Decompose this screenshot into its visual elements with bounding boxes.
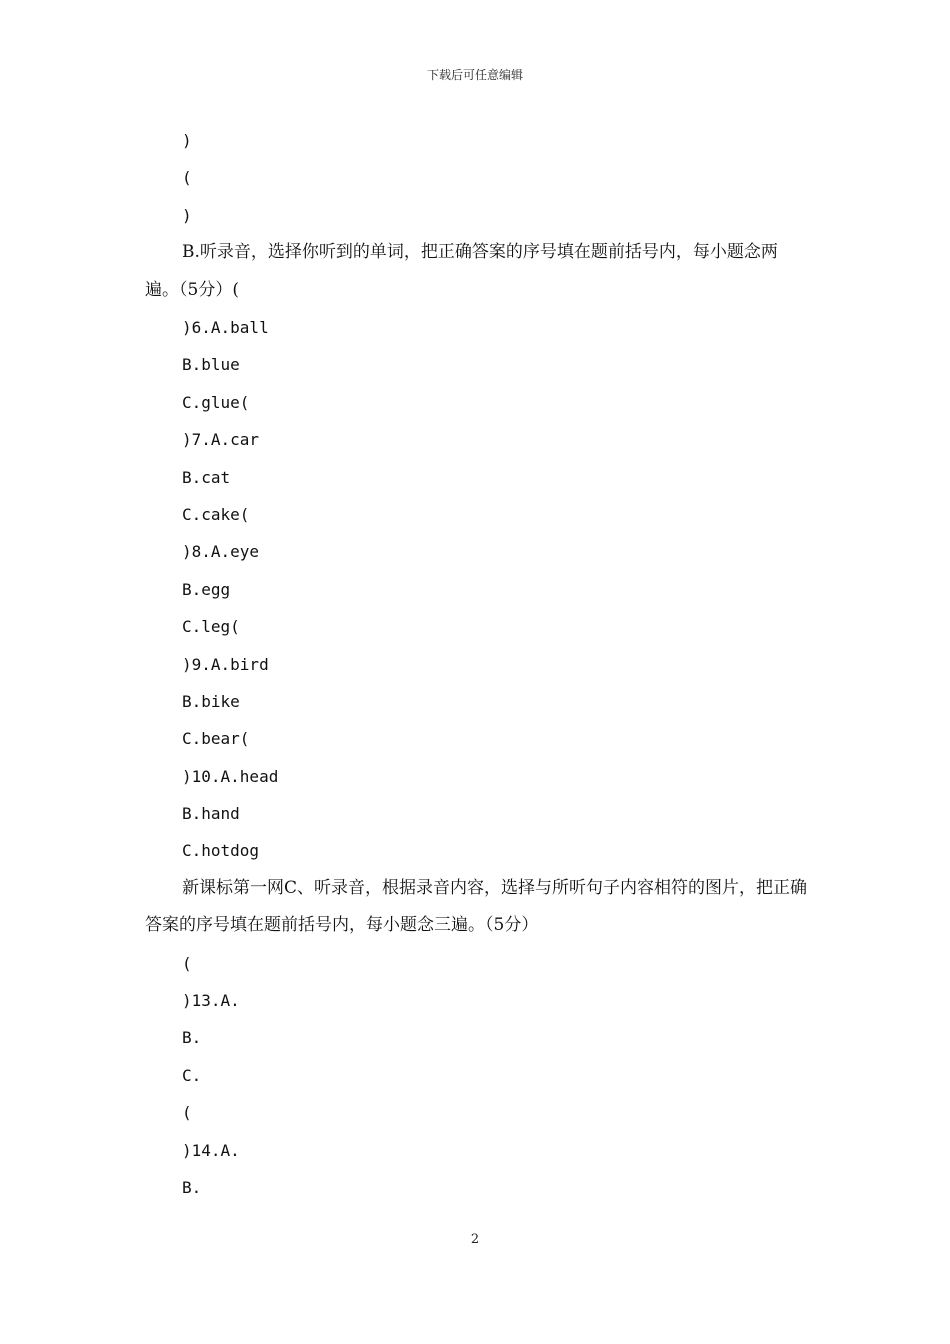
answer-item: C. <box>182 1065 202 1085</box>
answer-item: ( <box>182 953 192 973</box>
section-c-instruction: 新课标第一网C、听录音，根据录音内容，选择与所听句子内容相符的图片，把正确答案的序号填在题前括号内，每小题念三遍。（5分） <box>145 877 808 936</box>
answer-item: )7.A.car <box>182 430 260 450</box>
answer-item: B. <box>182 1178 202 1197</box>
answer-item: B.blue <box>182 355 240 375</box>
section-b-instruction: B.听录音，选择你听到的单词，把正确答案的序号填在题前括号内，每小题念两遍。（5分）( <box>145 242 778 300</box>
answer-item: C.bear( <box>182 729 250 749</box>
answer-item: )10.A.head <box>182 766 279 786</box>
answer-item: C.cake( <box>182 504 250 524</box>
text-line: ) <box>182 131 192 150</box>
answer-item: )9.A.bird <box>182 654 269 674</box>
text-line: ) <box>182 205 192 225</box>
answer-item: )8.A.eye <box>182 542 260 562</box>
answer-item: B.egg <box>182 579 231 599</box>
page-header: 下载后可任意编辑 <box>426 68 523 82</box>
answer-item: B.bike <box>182 691 240 711</box>
answer-item: ( <box>182 1103 192 1123</box>
text-line: ( <box>182 168 192 188</box>
answer-item: C.leg( <box>182 617 240 637</box>
answer-item: )14.A. <box>182 1140 240 1160</box>
answer-item: C.hotdog <box>182 841 260 861</box>
answer-item: B.hand <box>182 804 240 824</box>
answer-item: C.glue( <box>182 392 250 412</box>
answer-item: B.cat <box>182 467 231 487</box>
answer-item: B. <box>182 1028 202 1048</box>
answer-item: )13.A. <box>182 991 240 1011</box>
document-body <box>145 122 810 1206</box>
answer-item: )6.A.ball <box>182 317 269 337</box>
page-number: 2 <box>470 1232 480 1247</box>
